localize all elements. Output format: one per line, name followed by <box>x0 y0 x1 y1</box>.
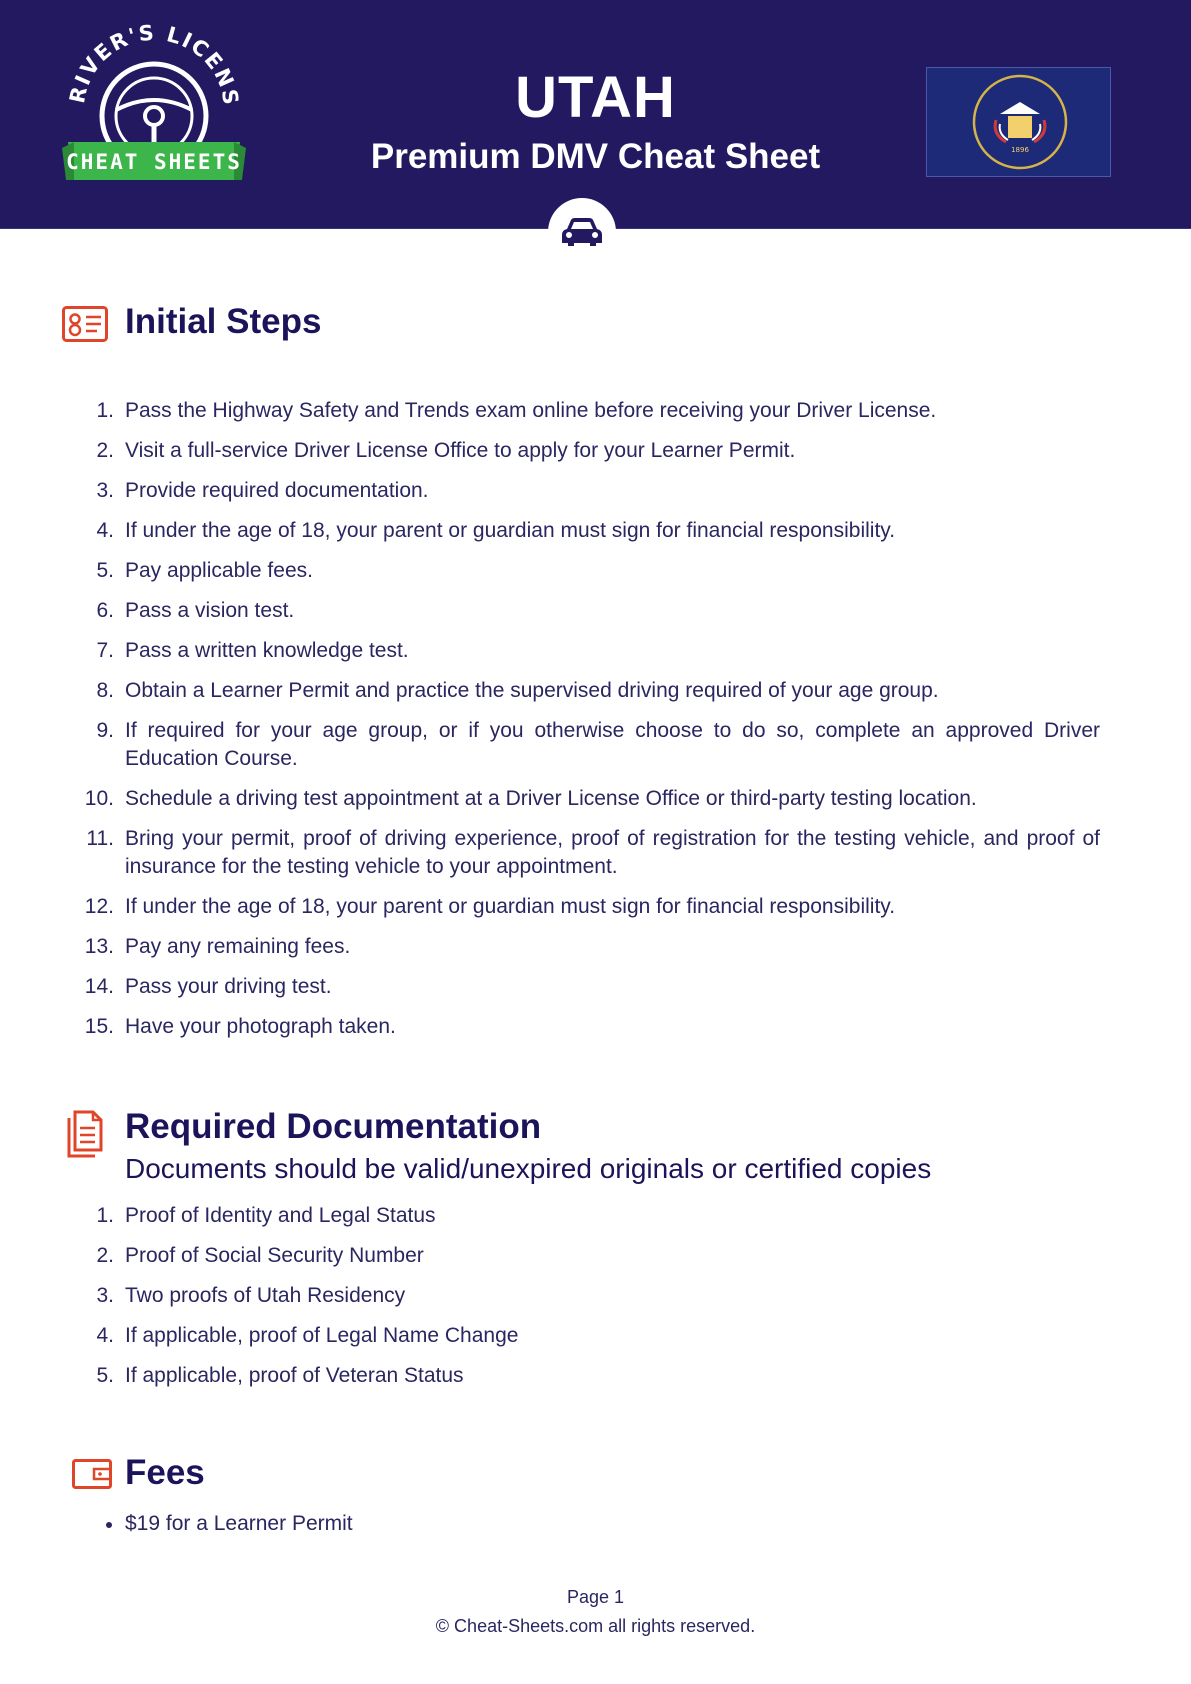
fees-heading: Fees <box>125 1453 205 1492</box>
list-item: 4. If under the age of 18, your parent or guardian must sign for financial responsibility. <box>96 519 896 542</box>
initial-steps-list <box>0 397 1100 1053</box>
list-item: 2. Proof of Social Security Number <box>96 1244 424 1267</box>
id-card-icon <box>62 306 108 347</box>
list-item: 15. Have your photograph taken. <box>84 1015 396 1038</box>
list-item: 1. Proof of Identity and Legal Status <box>96 1204 436 1227</box>
initial-steps-heading: Initial Steps <box>125 302 322 341</box>
list-item: 13. Pay any remaining fees. <box>84 935 351 958</box>
list-item: 7. Pass a written knowledge test. <box>96 639 409 662</box>
fees-list <box>0 1510 353 1538</box>
list-item: 10. Schedule a driving test appointment at a Driver License Office or third-party testing location. <box>84 787 977 810</box>
car-badge <box>548 198 616 266</box>
page-header <box>0 0 1191 229</box>
list-item: 5. Pay applicable fees. <box>96 559 313 582</box>
logo-arc-text: RIVER'S LICENS <box>65 20 244 109</box>
list-item: 11. Bring your permit, proof of driving experience, proof of registration for the testing vehicle, and proof of insurance for the testing vehicle to your appointment. <box>86 827 1100 878</box>
wallet-icon <box>72 1459 112 1494</box>
page-subtitle: Premium DMV Cheat Sheet <box>370 137 821 176</box>
list-item: 1. Pass the Highway Safety and Trends exam online before receiving your Driver License. <box>96 399 937 422</box>
list-item: 3. Two proofs of Utah Residency <box>96 1284 406 1307</box>
utah-flag <box>926 67 1111 177</box>
list-item: 4. If applicable, proof of Legal Name Change <box>96 1324 519 1347</box>
list-item: 14. Pass your driving test. <box>84 975 332 998</box>
list-item: $19 for a Learner Permit <box>0 1510 353 1538</box>
required-documentation-subheading: Documents should be valid/unexpired originals or certified copies <box>125 1153 932 1184</box>
list-item: 2. Visit a full-service Driver License Office to apply for your Learner Permit. <box>96 439 796 462</box>
list-item: 6. Pass a vision test. <box>96 599 295 622</box>
car-icon <box>561 217 603 247</box>
list-item: 5. If applicable, proof of Veteran Status <box>96 1364 464 1387</box>
flag-year: 1896 <box>1011 146 1029 154</box>
logo-banner-text: CHEAT SHEETS <box>66 150 242 174</box>
required-documentation-list <box>0 1202 1100 1402</box>
required-documentation-heading: Required Documentation <box>125 1107 542 1146</box>
document-icon <box>67 1110 103 1163</box>
list-item: 3. Provide required documentation. <box>96 479 429 502</box>
list-item: 8. Obtain a Learner Permit and practice the supervised driving required of your age group. <box>96 679 939 702</box>
list-item: 12. If under the age of 18, your parent or guardian must sign for financial responsibility. <box>84 895 896 918</box>
copyright-notice: © Cheat-Sheets.com all rights reserved. <box>435 1616 756 1636</box>
page-title: UTAH <box>515 65 676 130</box>
list-item: 9. If required for your age group, or if you otherwise choose to do so, complete an approved Driver Education Course. <box>96 719 1100 770</box>
page-number: Page 1 <box>566 1587 625 1607</box>
